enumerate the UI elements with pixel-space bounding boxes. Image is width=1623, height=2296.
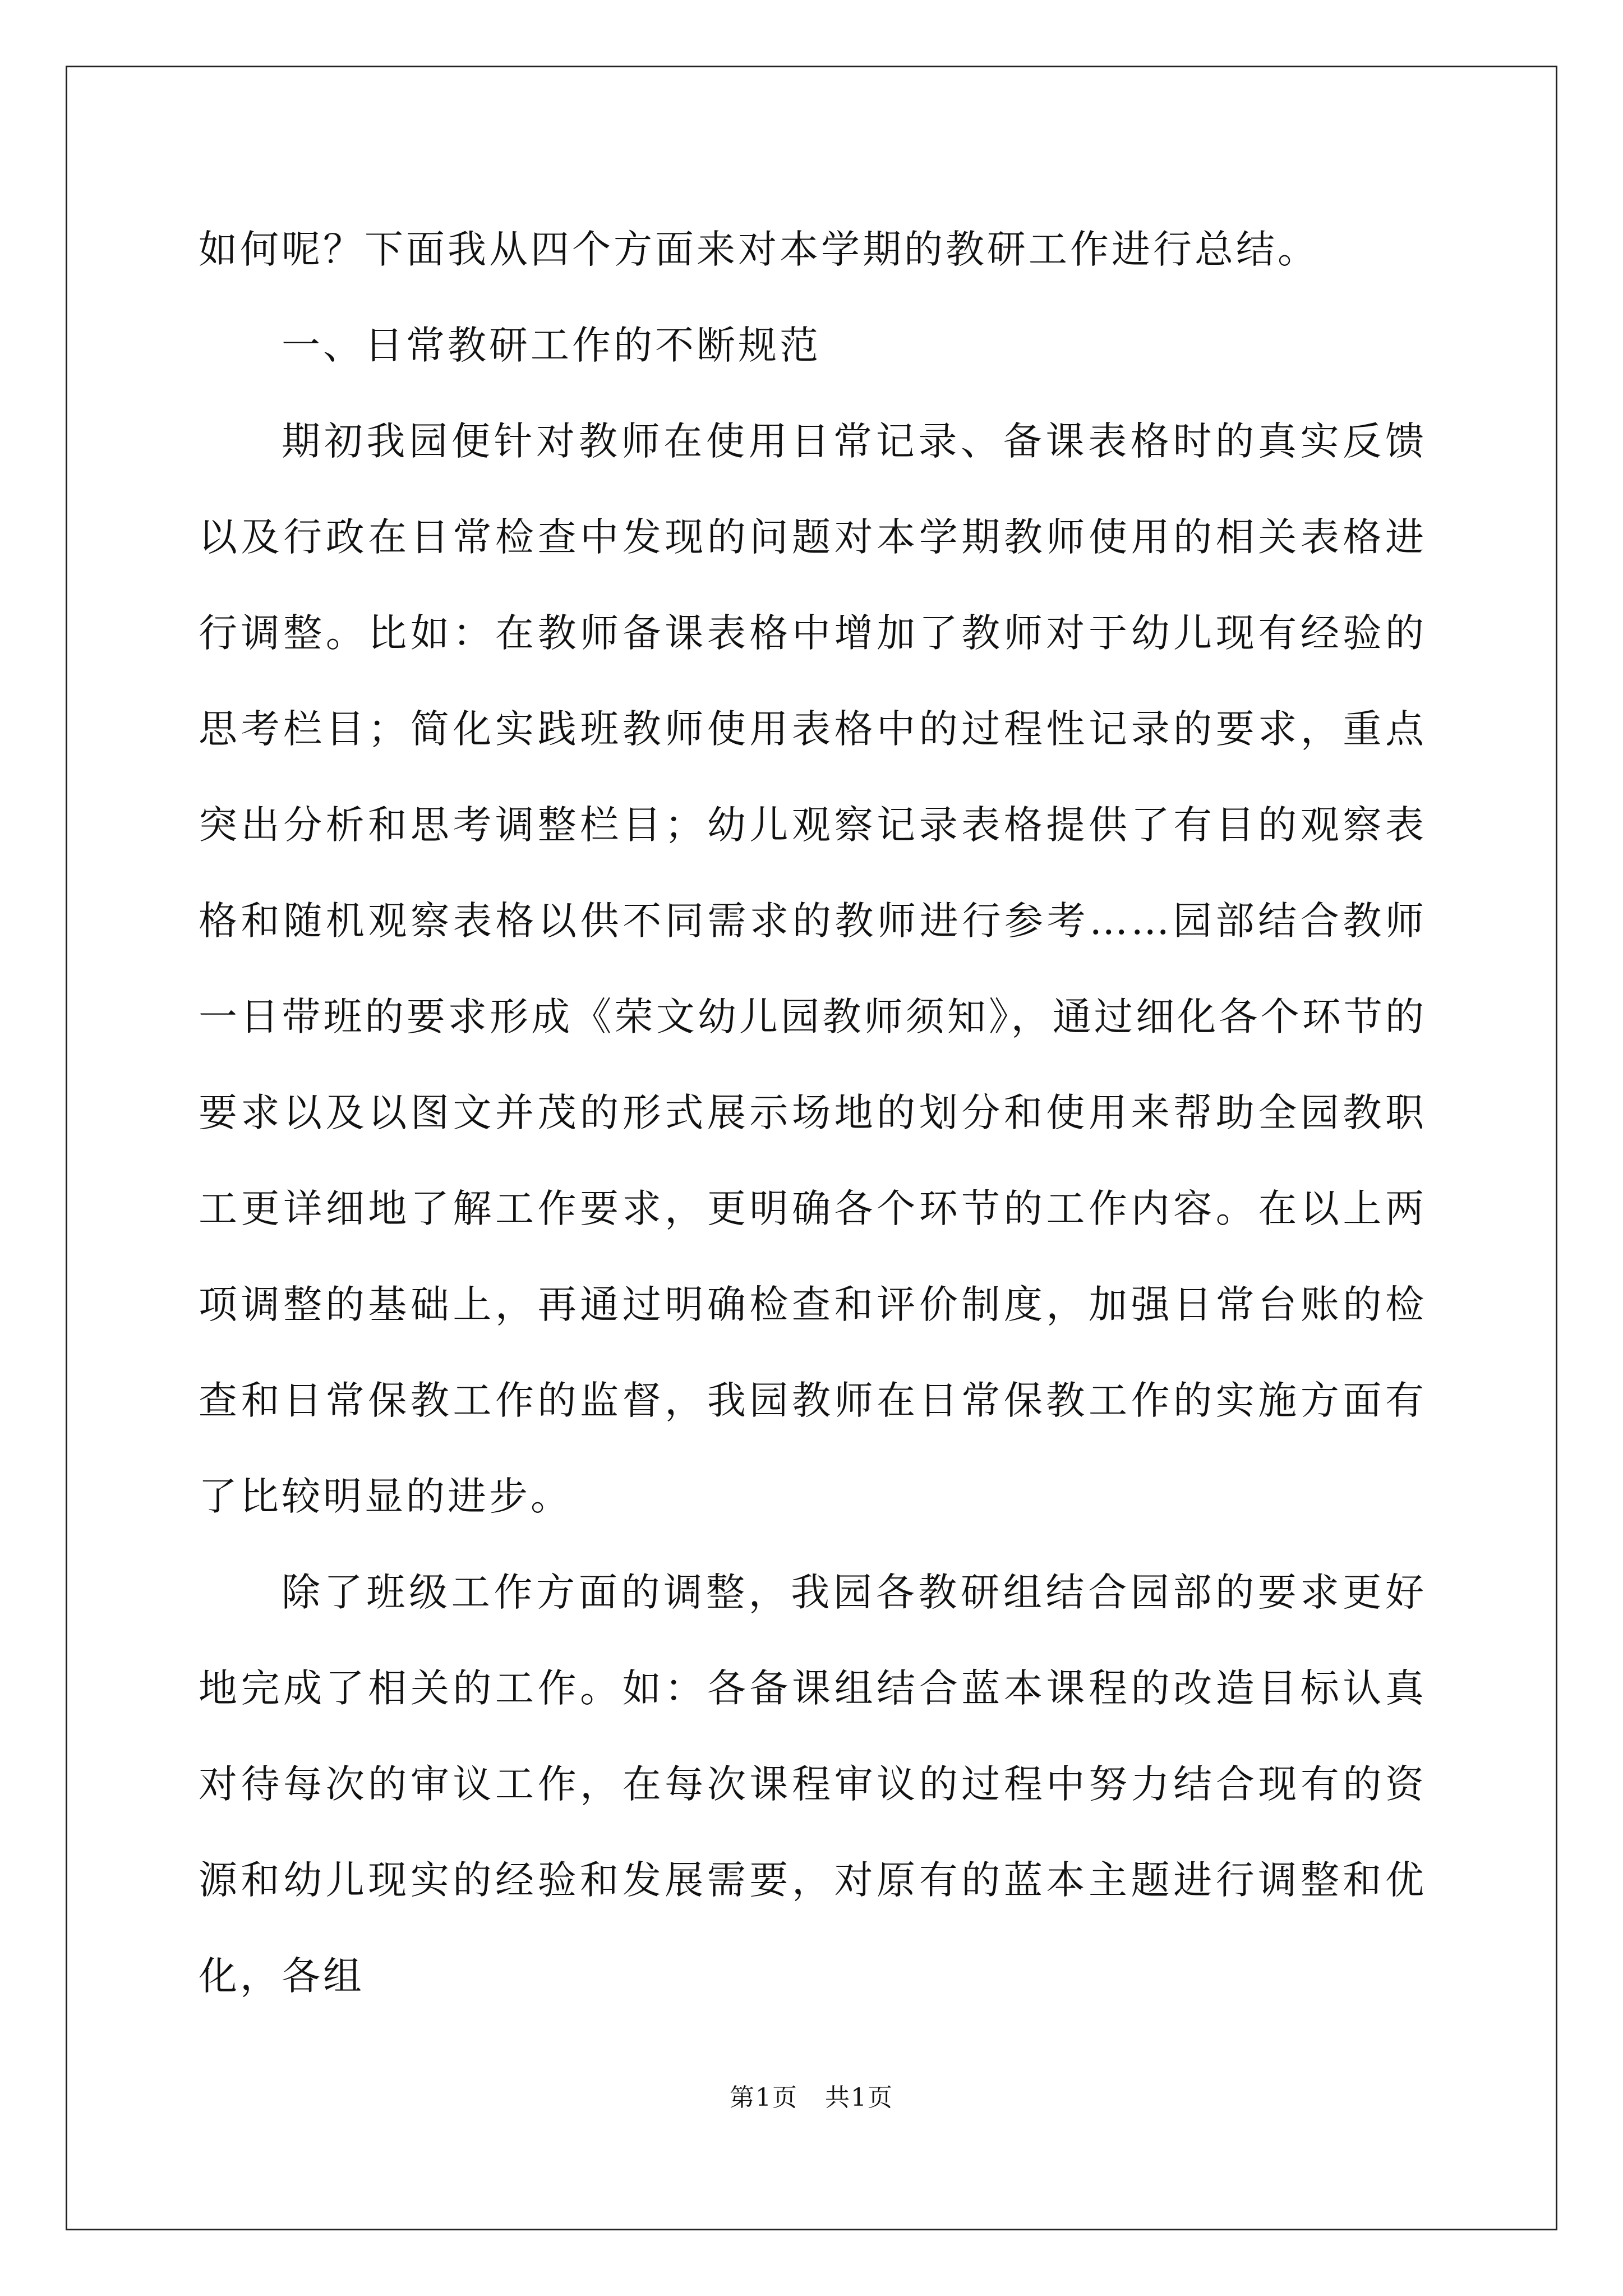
paragraph-intro-continuation: 如何呢？下面我从四个方面来对本学期的教研工作进行总结。: [199, 227, 1319, 272]
document-body: [199, 202, 1427, 2024]
paragraph-routine-work: 期初我园便针对教师在使用日常记录、备课表格时的真实反馈以及行政在日常检查中发现的问题对本学期教师使用的相关表格进行调整。比如：在教师备课表格中增加了教师对于幼儿现有经验的思考栏目；简化实践班教师使用表格中的过程性记录的要求，重点突出分析和思考调整栏目；幼儿观察记录表格提供了有目的观察表格和随机观察表格以供不同需求的教师进行参考……园部结合教师一日带班的要求形成《荣文幼儿园教师须知》，通过细化各个环节的要求以及以图文并茂的形式展示场地的划分和使用来帮助全园教职工更详细地了解工作要求，更明确各个环节的工作内容。在以上两项调整的基础上，再通过明确检查和评价制度，加强日常台账的检查和日常保教工作的监督，我园教师在日常保教工作的实施方面有了比较明显的进步。: [199, 419, 1427, 1519]
page-total: 共1页: [824, 2083, 893, 2112]
paragraph-teaching-groups: 除了班级工作方面的调整，我园各教研组结合园部的要求更好地完成了相关的工作。如：各备课组结合蓝本课程的改造目标认真对待每次的审议工作，在每次课程审议的过程中努力结合现有的资源和幼儿现实的经验和发展需要，对原有的蓝本主题进行调整和优化，各组: [199, 1570, 1427, 1999]
section-heading: 一、日常教研工作的不断规范: [282, 323, 821, 368]
page-footer: [0, 2081, 1623, 2115]
page-number: 第1页: [730, 2083, 799, 2112]
